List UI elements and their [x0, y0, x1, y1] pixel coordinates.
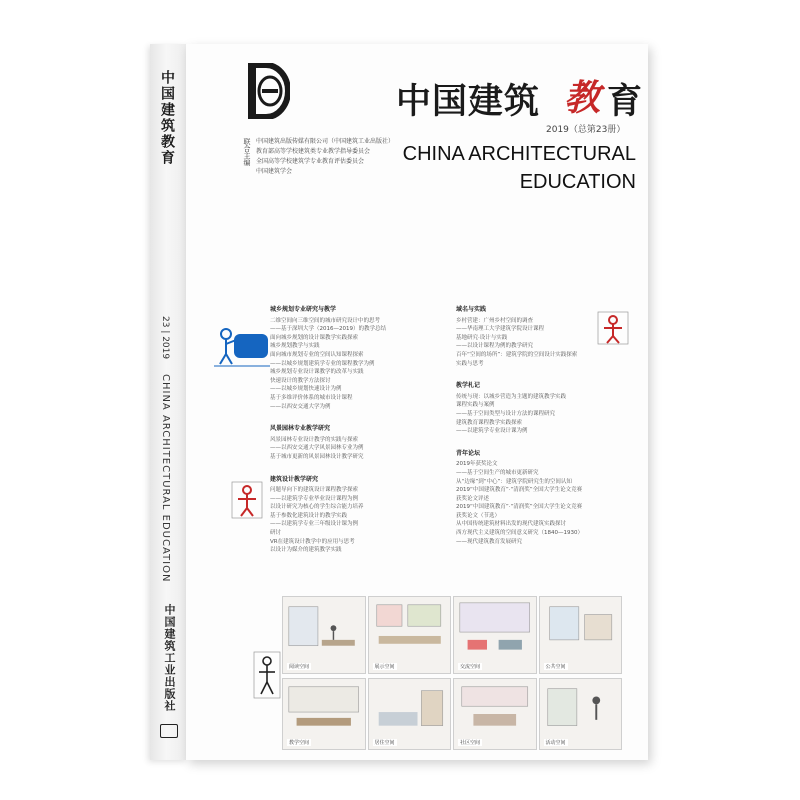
illustration-scene — [368, 678, 452, 750]
toc-item: ——基于深圳大学（2016—2019）的教学总结 — [270, 326, 386, 333]
toc-item: 基于参数化建筑设计的教学实践 — [270, 512, 348, 519]
toc-item: ——以城乡规划快速设计为例 — [270, 386, 342, 393]
black-figure-icon — [252, 650, 282, 700]
toc-item: 2019“中国建筑教育”·“清润奖”全国大学生论文竞赛 — [456, 504, 583, 511]
toc-item: 课程实践与案例 — [456, 402, 495, 409]
issue-number: 2019（总第23册） — [546, 125, 626, 135]
scene-caption: 展示空间 — [374, 664, 395, 670]
title-english-line1: CHINA ARCHITECTURAL — [402, 143, 636, 165]
spine-issue: 23 | 2019 — [160, 316, 170, 360]
toc-section-title: 教学札记 — [456, 382, 481, 390]
toc-item: 二维空间向三维空间的城市研究设计中的思考 — [270, 317, 381, 324]
toc-item: VR在建筑设计教学中的应用与思考 — [270, 538, 355, 545]
book — [150, 44, 648, 760]
toc-section-title: 风景园林专业教学研究 — [270, 425, 331, 433]
toc-item: 传统与现：以城乡营造为主题的建筑教学实践 — [456, 393, 567, 400]
toc-item: ——以西安交通大学风景园林专业为例 — [270, 445, 364, 452]
sponsor-item: 全国高等学校建筑学专业教育评估委员会 — [256, 158, 365, 165]
illustration-scene — [453, 678, 537, 750]
title-chinese-main: 中国建筑 — [396, 82, 541, 122]
toc-item: ——基于空间生产的城市更新研究 — [456, 469, 539, 476]
toc-item: 实践与思考 — [456, 360, 484, 367]
toc-item: 百年“空间的场所”：建筑学院的空间设计实践探索 — [456, 351, 578, 358]
sponsor-item: 教育部高等学校建筑类专业教学指导委员会 — [256, 148, 371, 155]
toc-item: ——以建筑学专业设计课为例 — [456, 428, 528, 435]
scene-caption: 公共空间 — [545, 664, 566, 670]
toc-left-column — [270, 306, 460, 555]
toc-item: ——华南理工大学建筑学院设计课程 — [456, 326, 545, 333]
toc-item: ——以设计课程为例的教学研究 — [456, 343, 534, 350]
toc-item: 面向城乡规划的设计课教学实践探索 — [270, 334, 359, 341]
scene-caption: 阅读空间 — [289, 664, 310, 670]
scene-caption: 交流空间 — [460, 664, 481, 670]
toc-item: ——以城乡规划建筑学专业的课程教学为例 — [270, 360, 375, 367]
toc-item: 从“边缘”到“中心”：建筑学院研究生的空间认知 — [456, 478, 572, 485]
illustration-row-1 — [282, 596, 622, 674]
toc-item: 快速设计的教学方法探讨 — [270, 377, 331, 384]
illustration-row-2 — [282, 678, 622, 750]
toc-section-title: 建筑设计教学研究 — [270, 475, 319, 483]
toc-item: 基于多维评价体系的城市设计课程 — [270, 394, 353, 401]
toc-right-column — [456, 306, 616, 546]
scene-caption: 活动空间 — [545, 740, 566, 746]
toc-item: 研讨 — [270, 530, 282, 537]
toc-item: ——现代建筑教育发展研究 — [456, 538, 523, 545]
illustration-scene — [282, 678, 366, 750]
toc-section-title: 城乡规划专业研究与教学 — [270, 306, 337, 313]
toc-item: 获奖论文评述 — [456, 495, 490, 502]
sponsor-label: 联合主编 — [243, 138, 251, 166]
toc-item: ——以建筑学专业三年级设计课为例 — [270, 521, 359, 528]
red-figure-icon — [230, 480, 264, 520]
toc-item: 2019年获奖论文 — [456, 461, 498, 468]
toc-item: ——以建筑学专业毕业设计课程为例 — [270, 495, 359, 502]
title-english — [396, 140, 636, 196]
toc-section-title: 域名与实践 — [456, 306, 487, 313]
toc-item: 风景园林专业设计教学的实践与探索 — [270, 436, 359, 443]
toc-item: 基地研究·设计与实践 — [456, 334, 508, 341]
book-spine — [150, 44, 187, 760]
toc-item: 2019“中国建筑教育”·“清润奖”全国大学生论文竞赛 — [456, 487, 583, 494]
title-english-line2: EDUCATION — [519, 171, 636, 193]
sponsor-item: 中国建筑出版传媒有限公司（中国建筑工业出版社） — [256, 138, 395, 145]
illustration-scene — [368, 596, 452, 674]
sponsor-list — [256, 137, 395, 177]
toc-item: 从中国传统建筑材料出发的现代建筑实践探讨 — [456, 521, 567, 528]
toc-item: 面向城市规划专业的空间认知课程探索 — [270, 351, 364, 358]
journal-logo-icon — [242, 63, 290, 119]
publisher-logo-icon — [160, 724, 178, 738]
toc-item: 建筑教育课程教学实践探索 — [456, 419, 523, 426]
scene-caption: 社区空间 — [460, 740, 481, 746]
toc-item: 城乡规划教学与实践 — [270, 343, 320, 350]
toc-item: 获奖论文（节选） — [456, 512, 501, 519]
toc-item: ——以西安交通大学为例 — [270, 403, 331, 410]
toc-section-title: 青年论坛 — [456, 449, 481, 457]
title-chinese-tail: 育 — [607, 82, 643, 122]
blue-figure-icon — [210, 320, 272, 368]
toc-item: ——基于空间类型与设计方法的课程研究 — [456, 410, 556, 417]
toc-item: 乡村营建：广州乡村空间的调查 — [456, 317, 534, 324]
spine-publisher: 中国建筑工业出版社 — [163, 604, 176, 712]
toc-item: 以设计为媒介的建筑教学实践 — [270, 547, 342, 554]
illustration-scene — [539, 678, 623, 750]
illustration-scene — [282, 596, 366, 674]
spine-title: 中国建筑教育 — [159, 70, 175, 166]
toc-item: 城乡规划专业设计课教学的改革与实践 — [270, 369, 364, 376]
title-chinese-accent: 教 — [564, 77, 601, 119]
scene-caption: 教学空间 — [289, 740, 310, 746]
spine-english-title: CHINA ARCHITECTURAL EDUCATION — [160, 374, 171, 583]
scene-caption: 居住空间 — [374, 740, 395, 746]
illustration-scene — [453, 596, 537, 674]
book-cover — [186, 44, 648, 760]
toc-item: 西方现代主义建筑的空间意义研究（1840—1930） — [456, 530, 583, 537]
toc-item: 以设计研究为核心的学生综合能力培养 — [270, 504, 364, 511]
illustration-scene — [539, 596, 623, 674]
toc-item: 问题导向下的建筑设计课程教学探索 — [270, 487, 359, 494]
toc-item: 基于城市更新的风景园林设计教学研究 — [270, 453, 364, 460]
sponsor-item: 中国建筑学会 — [256, 168, 293, 175]
